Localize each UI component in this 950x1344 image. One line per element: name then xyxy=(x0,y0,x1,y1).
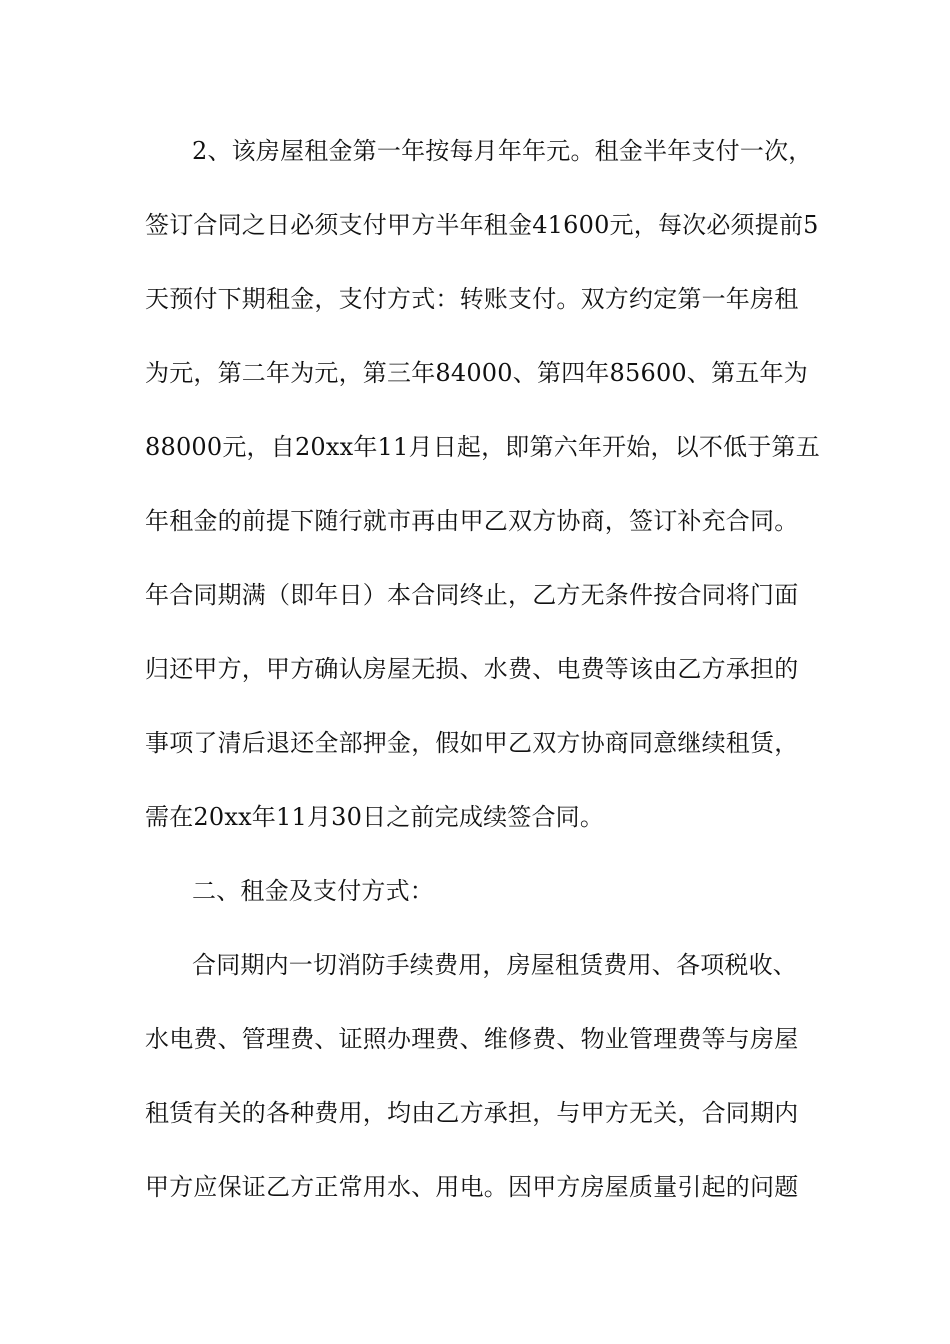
paragraph-line: 水电费、管理费、证照办理费、维修费、物业管理费等与房屋 xyxy=(145,1025,799,1053)
paragraph-line: 甲方应保证乙方正常用水、用电。因甲方房屋质量引起的问题 xyxy=(145,1173,799,1201)
paragraph-line: 天预付下期租金，支付方式：转账支付。双方约定第一年房租 xyxy=(145,285,799,313)
paragraph-line: 租赁有关的各种费用，均由乙方承担，与甲方无关，合同期内 xyxy=(145,1099,799,1127)
paragraph-line: 事项了清后退还全部押金，假如甲乙双方协商同意继续租赁， xyxy=(145,729,799,757)
section-heading: 二、租金及支付方式： xyxy=(192,877,434,905)
paragraph-line: 年租金的前提下随行就市再由甲乙双方协商，签订补充合同。 xyxy=(145,507,799,535)
paragraph-line: 签订合同之日必须支付甲方半年租金41600元，每次必须提前5 xyxy=(145,211,819,239)
paragraph-line: 88000元，自20xx年11月日起，即第六年开始，以不低于第五 xyxy=(145,433,820,461)
paragraph-line: 年合同期满（即年日）本合同终止，乙方无条件按合同将门面 xyxy=(145,581,799,609)
paragraph-line: 2、该房屋租金第一年按每月年年元。租金半年支付一次， xyxy=(192,137,813,165)
paragraph-line: 合同期内一切消防手续费用，房屋租赁费用、各项税收、 xyxy=(192,951,797,979)
paragraph-line: 需在20xx年11月30日之前完成续签合同。 xyxy=(145,803,605,831)
paragraph-line: 归还甲方，甲方确认房屋无损、水费、电费等该由乙方承担的 xyxy=(145,655,799,683)
paragraph-line: 为元，第二年为元，第三年84000、第四年85600、第五年为 xyxy=(145,359,808,387)
